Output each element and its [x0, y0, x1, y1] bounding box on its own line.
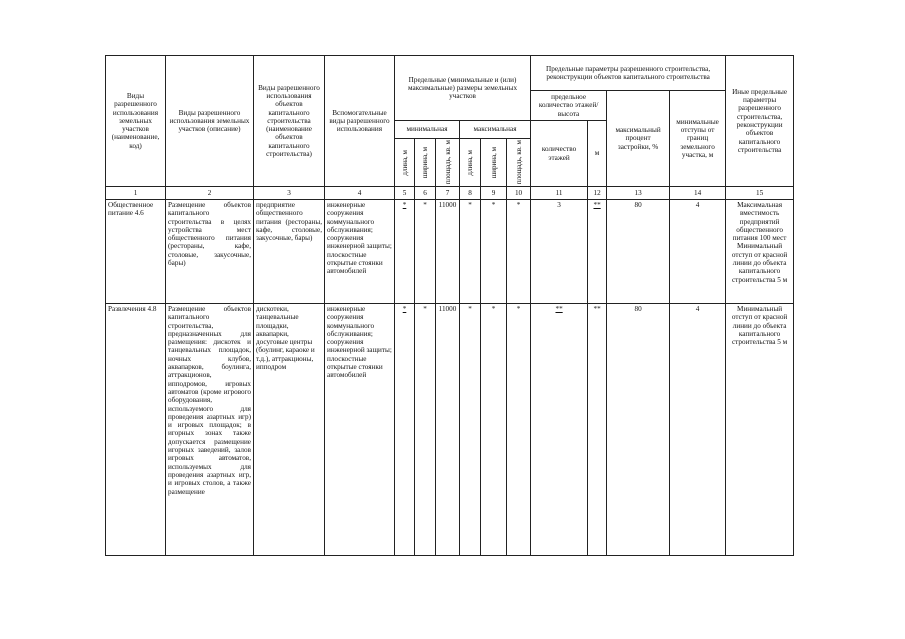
row-auxiliary-use: инженерные сооружения коммунального обслуживания; сооружения инженерной защиты; плоскостные открытые стоянки автомобилей	[325, 200, 395, 304]
row-min-width: *	[415, 304, 436, 556]
row-setback: 4	[670, 304, 726, 556]
column-number: 7	[436, 187, 460, 200]
row-min-area: 11000	[436, 200, 460, 304]
header-min-length: длина, м	[395, 139, 415, 187]
row-description: Размещение объектов капитального строительства в целях устройства мест общественного питания (рестораны, кафе, столовые, закусочные, бары)	[166, 200, 254, 304]
row-coverage: 80	[607, 304, 670, 556]
column-number: 11	[531, 187, 588, 200]
table-row	[106, 304, 794, 556]
header-max-area: площадь, кв. м	[507, 139, 531, 187]
zoning-regulations-table	[105, 55, 794, 556]
header-max-width: ширина, м	[481, 139, 507, 187]
header-min-width: ширина, м	[415, 139, 436, 187]
header-min-area: площадь, кв. м	[436, 139, 460, 187]
row-description: Размещение объектов капитального строительства, предназначенных для размещения: дискотек и танцевальных площадок, ночных клубов, аквапарков, боулинга, аттракционов, ипподромов, игровых автоматов (кроме игрового оборудования, используемого для проведения азартных игр) и игровых площадок; в игорных зонах также допускается размещение игорных заведений, залов игровых автоматов, используемых для проведения азартных игр, и игровых столов, а также размещение	[166, 304, 254, 556]
row-auxiliary-use: инженерные сооружения коммунального обслуживания; сооружения инженерной защиты; плоскостные открытые стоянки автомобилей	[325, 304, 395, 556]
row-height: **	[588, 304, 607, 556]
row-building-objects: предприятие общественного питания (рестораны, кафе, столовые, закусочные, бары)	[254, 200, 325, 304]
column-number: 6	[415, 187, 436, 200]
row-max-length: *	[460, 200, 481, 304]
header-plot-size-limits: Предельные (минимальные и (или) максимальные) размеры земельных участков	[395, 56, 531, 121]
row-max-length: *	[460, 304, 481, 556]
document-page	[105, 55, 794, 556]
row-max-width: *	[481, 304, 507, 556]
table-row	[106, 200, 794, 304]
header-min-setback: минимальные отступы от границ земельного участка, м	[670, 91, 726, 187]
column-number: 13	[607, 187, 670, 200]
row-min-width: *	[415, 200, 436, 304]
header-floors-count: количество этажей	[531, 121, 588, 187]
header-max-length: длина, м	[460, 139, 481, 187]
row-min-length: *	[395, 304, 415, 556]
header-land-use-name: Виды разрешенного использования земельных участков (наименование, код)	[106, 56, 166, 187]
header-other-parameters: Иные предельные параметры разрешенного строительства, реконструкции объектов капитального строительства	[726, 56, 794, 187]
header-minimum: минимальная	[395, 121, 460, 139]
row-height: **	[588, 200, 607, 304]
column-number-row	[106, 187, 794, 200]
row-coverage: 80	[607, 200, 670, 304]
header-max-coverage: максимальный процент застройки, %	[607, 91, 670, 187]
column-number: 8	[460, 187, 481, 200]
row-max-area: *	[507, 304, 531, 556]
column-number: 4	[325, 187, 395, 200]
row-min-area: 11000	[436, 304, 460, 556]
row-max-width: *	[481, 200, 507, 304]
row-floors: **	[531, 304, 588, 556]
row-floors: 3	[531, 200, 588, 304]
column-number: 14	[670, 187, 726, 200]
header-auxiliary-use: Вспомогательные виды разрешенного использования	[325, 56, 395, 187]
column-number: 15	[726, 187, 794, 200]
row-land-use-name: Развлечения 4.8	[106, 304, 166, 556]
header-row-1	[106, 56, 794, 91]
column-number: 1	[106, 187, 166, 200]
row-min-length: *	[395, 200, 415, 304]
row-other-parameters: Максимальная вместимость предприятий общественного питания 100 мест Минимальный отступ от красной линии до объекта капитального строительства 5 м	[726, 200, 794, 304]
column-number: 12	[588, 187, 607, 200]
row-max-area: *	[507, 200, 531, 304]
header-building-parameters: Предельные параметры разрешенного строительства, реконструкции объектов капитального строительства	[531, 56, 726, 91]
row-other-parameters: Минимальный отступ от красной линии до объекта капитального строительства 5 м	[726, 304, 794, 556]
column-number: 3	[254, 187, 325, 200]
column-number: 10	[507, 187, 531, 200]
header-land-use-description: Виды разрешенного использования земельных участков (описание)	[166, 56, 254, 187]
header-maximum: максимальная	[460, 121, 531, 139]
header-floors-height: предельное количество этажей/высота	[531, 91, 607, 121]
row-land-use-name: Общественное питание 4.6	[106, 200, 166, 304]
row-building-objects: дискотеки, танцевальные площадки, аквапарки, досуговые центры (боулинг, караоке и т.д.), аттракционы, ипподром	[254, 304, 325, 556]
column-number: 9	[481, 187, 507, 200]
row-setback: 4	[670, 200, 726, 304]
column-number: 5	[395, 187, 415, 200]
header-building-use: Виды разрешенного использования объектов капитального строительства (наименование объектов капитального строительства)	[254, 56, 325, 187]
column-number: 2	[166, 187, 254, 200]
header-meters: м	[588, 121, 607, 187]
